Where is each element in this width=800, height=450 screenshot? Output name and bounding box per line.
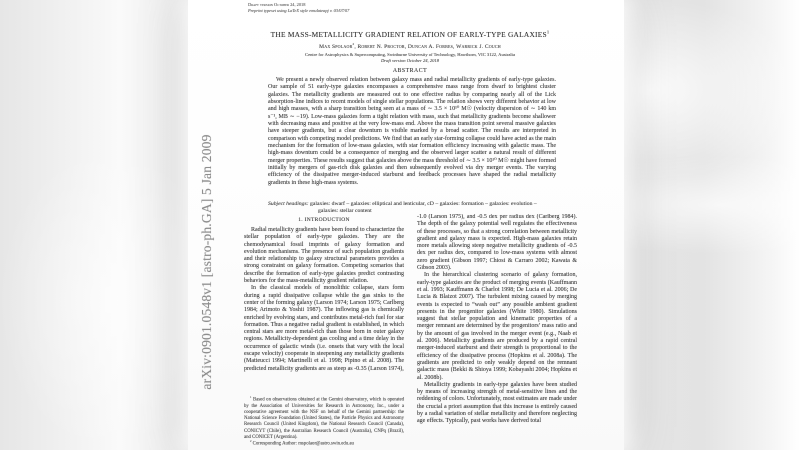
subject-headings-text: galaxies: dwarf – galaxies: elliptical and lenticular, cD – galaxies: formation – galaxies: evolution – galaxies: stellar content	[310, 201, 537, 214]
date-line: Draft version October 24, 2018	[380, 58, 440, 63]
left-column	[244, 214, 404, 450]
footnote-2-text: Corresponding Author: mspolaor@astro.swin.edu.au	[251, 441, 354, 447]
authors-rest: , Robert N. Proctor, Duncan A. Forbes, Warrick J. Couch	[354, 44, 501, 50]
author-footnote-mark: 2	[352, 42, 355, 47]
author-line	[244, 44, 576, 50]
arxiv-stamp: arXiv:0901.0548v1 [astro-ph.GA] 5 Jan 2009	[199, 134, 214, 390]
masthead	[248, 2, 349, 14]
left-column-paragraph: In the classical models of monolithic collapse, stars form during a rapid dissipative collapse while the gas sinks to the center of the forming galaxy (Larson 1974; Larson 1975; Carlberg 1984; Arimoto & Yoshii 1987). The inflowing gas is chemically enriched by evolving stars, and contributes metal-rich fuel for star formation. Thus a negative radial gradient is established, in which central stars are more metal-rich than those born in outer galaxy regions. Metallicity-dependent gas cooling and a time delay in the occurrence of galactic winds (i.e. onsets that vary with the local escape velocity) cooperate in steepening any metallicity gradients (Matteucci 1994; Martinelli et al. 1998; Pipino et al. 2008). The predicted metallicity gradients are as steep as -0.35 (Larson 1974),	[244, 285, 404, 372]
title-footnote-mark: 1	[546, 29, 550, 35]
paper-title-text: THE MASS-METALLICITY GRADIENT RELATION OF EARLY-TYPE GALAXIES	[270, 30, 547, 39]
author-first: Max Spolaor	[319, 44, 353, 50]
right-column-paragraph: -1.0 (Larson 1975), and -0.5 dex per radius dex (Carlberg 1984). The depth of the galaxy potential well regulates the effectiveness of these processes, so that a strong correlation between metallicity gradient and galaxy mass is expected. High-mass galaxies retain more metals allowing steep negative metallicity gradients of -0.5 dex per radius dex, compared to low-mass systems with almost zero gradient (Gibson 1997; Chiosi & Carraro 2002; Kawata & Gibson 2003).	[417, 214, 577, 272]
right-column	[417, 214, 577, 450]
footnote-block	[244, 394, 404, 448]
footnote-1-text: Based on observations obtained at the Gemini observatory, which is operated by the Association of Universities for Research in Astronomy, Inc., under a cooperative agreement with the NSF on behalf of the Gemini partnership: the National Science Foundation (United States), the Particle Physics and Astronomy Research Council (United Kingdom), the National Research Council (Canada), CONICYT (Chile), the Australian Research Council (Australia), CNPq (Brazil), and CONICET (Argentina).	[244, 397, 404, 440]
footnote-1-mark: 1	[250, 394, 252, 399]
affiliation-line: Centre for Astrophysics & Supercomputing, Swinburne University of Technology, Hawthorn, VIC 3122, Australia	[305, 51, 515, 57]
preprint-typeset-line: Preprint typeset using LaTeX style emulateapj v. 03/07/07	[248, 7, 350, 13]
left-column-paragraph: Radial metallicity gradients have been found to characterize the stellar population of early-type galaxies. They are the chemodynamical fossil imprints of galaxy formation and evolution mechanisms. The presence of such population gradients and their relationship to galaxy structural parameters provides a strong constraint on galaxy formation. Competing scenarios that describe the formation of early-type galaxies predict contrasting behaviors for the mass-metallicity gradient relation.	[244, 227, 404, 285]
right-column-paragraph: Metallicity gradients in early-type galaxies have been studied by means of increasing strength of metal-sensitive lines and the reddening of colors. Unfortunately, most estimates are made under the crucial a priori assumption that this increase is entirely caused by a radial variation of stellar metallicity and therefore neglecting age effects. Typically, past works have derived total	[417, 381, 577, 425]
abstract-body: We present a newly observed relation between galaxy mass and radial metallicity gradients of early-type galaxies. Our sample of 51 early-type galaxies encompasses a comprehensive mass range from dwarf to brightest cluster galaxies. The metallicity gradients are measured out to one effective radius by comparing nearly all of the Lick absorption-line indices to recent models of single stellar populations. The relation shows very different behavior at low and high masses, with a sharp transition being seen at a mass of ∼ 3.5 × 10¹⁰ M☉ (velocity dispersion of ∼ 140 km s⁻¹, MB ∼ −19). Low-mass galaxies form a tight relation with mass, such that metallicity gradients become shallower with decreasing mass and positive at the very low-mass end. Above the mass transition point several massive galaxies have steeper gradients, but a clear downturn is visible marked by a broad scatter. The results are interpreted in comparison with competing model predictions. We find that an early star-forming collapse could have acted as the main mechanism for the formation of low-mass galaxies, with star formation efficiency increasing with galactic mass. The high-mass downturn could be a consequence of merging and the observed larger scatter a natural result of different merger properties. These results suggest that galaxies above the mass threshold of ∼ 3.5 × 10¹⁰ M☉ might have formed initially by mergers of gas-rich disk galaxies and then subsequently evolved via dry merger events. The varying efficiency of the dissipative merger-induced starburst and feedback processes have shaped the radial metallicity gradients in these high-mass systems.	[268, 77, 556, 186]
footnote-2-mark: 2	[250, 439, 252, 444]
section-heading-introduction: 1. INTRODUCTION	[298, 217, 350, 223]
subject-headings	[268, 201, 558, 215]
abstract-heading: ABSTRACT	[392, 68, 428, 74]
draft-version-line: Draft version October 24, 2018	[248, 2, 306, 7]
footnote-2	[244, 441, 404, 448]
paper-page	[188, 0, 624, 450]
two-column-body	[244, 214, 577, 450]
right-column-paragraph: In the hierarchical clustering scenario of galaxy formation, early-type galaxies are the product of merging events (Kauffmann et al. 1993; Kauffmann & Charlot 1998; De Lucia et al. 2006; De Lucia & Blaizot 2007). The turbulent mixing caused by merging events is expected to “wash out” any possible ambient gradient presents in the progenitor galaxies (White 1980). Simulations suggest that stellar population and kinematic properties of a merger remnant are determined by the progenitors’ mass ratio and by the amount of gas involved in the merger event (e.g., Naab et al. 2006). Metallicity gradients are produced by a rapid central merger-induced starburst and their strength is proportional to the efficiency of the dissipative process (Hopkins et al. 2008a). The gradients are predicted to only weakly depend on the remnant galactic mass (Bekki & Shioya 1999; Kobayashi 2004; Hopkins et al. 2008b).	[417, 272, 577, 381]
paper-title	[244, 31, 576, 40]
subject-headings-label: Subject headings:	[268, 201, 309, 207]
